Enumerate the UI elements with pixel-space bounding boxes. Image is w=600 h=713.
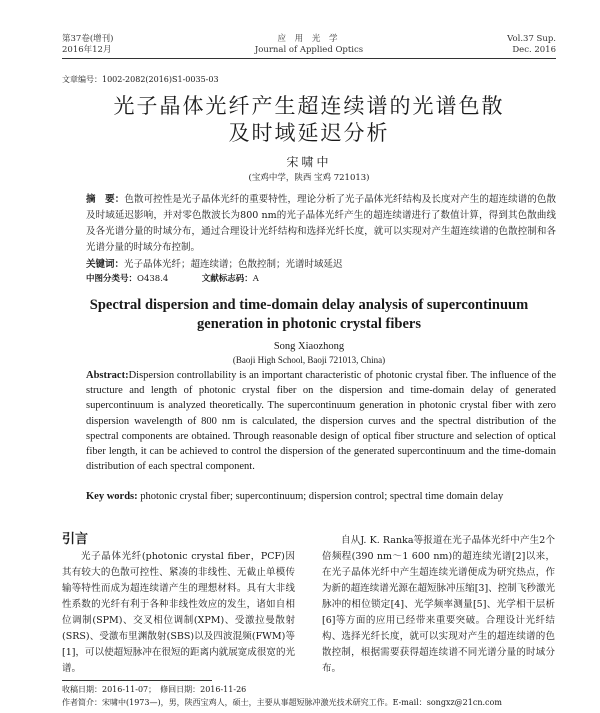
cn-title-line1: 光子晶体光纤产生超连续谱的光谱色散 xyxy=(113,94,505,118)
cn-abstract-label: 摘 要： xyxy=(86,194,125,205)
journal-name: 应 用 光 学 Journal of Applied Optics xyxy=(254,34,364,55)
cn-affiliation: (宝鸡中学，陕西 宝鸡 721013) xyxy=(248,173,370,183)
article-number: 文章编号：1002-2082(2016)S1-0035-03 xyxy=(62,75,219,84)
cn-abstract-text: 色散可控性是光子晶体光纤的重要特性，理论分析了光子晶体光纤结构及长度对产生的超连续谱的色散及时域延迟影响，并对零色散波长为800 nm的光子晶体光纤产生的超连续谱进行了数值计算，得到其色散曲线及各光谱分量的时域分布，通过合理设计光纤结构和选择光纤长度，就可以实现对产生超连续谱的色散控制和各光谱分量的时域分布控制。 xyxy=(86,194,556,253)
en-abstract-label: Abstract: xyxy=(86,370,129,381)
journal-volume: 第37卷(增刊) 2016年12月 xyxy=(62,34,114,55)
cn-abstract xyxy=(86,192,556,256)
en-keywords: Key words: photonic crystal fiber; supercontinuum; dispersion control; spectral time domain delay xyxy=(86,491,504,502)
cn-keywords: 关键词：光子晶体光纤；超连续谱；色散控制；光谱时域延迟 xyxy=(86,259,343,270)
en-abstract xyxy=(86,368,556,474)
en-title-line1: Spectral dispersion and time-domain delay analysis of supercontinuum xyxy=(89,297,529,313)
footnote-dates: 收稿日期：2016-11-07； 修回日期：2016-11-26 xyxy=(62,685,247,694)
footnote-rule xyxy=(62,680,212,681)
journal-issue: Vol.37 Sup. Dec. 2016 xyxy=(507,34,556,55)
en-author: Song Xiaozhong xyxy=(273,341,345,352)
cn-author: 宋啸中 xyxy=(286,155,332,169)
header-rule xyxy=(62,58,556,59)
en-abstract-text: Dispersion controllability is an important characteristic of photonic crystal fiber. The influence of the structure and length of photonic crystal fiber on the dispersion and time-domain delay of generated supercontinuum is analyzed theoretically. The supercontinuum generation in photonic crystal fiber with zero dispersion wavelength of 800 nm is calculated, the dispersion curves and the spectral distribution of the spectral components are obtained. Through reasonable design of optical fiber structure and selection of optical fiber length, it can be achieved to control the dispersion of the generated supercontinuum and the time-domain distribution of each spectral component. xyxy=(86,370,556,473)
en-affiliation: (Baoji High School, Baoji 721013, China) xyxy=(232,355,386,365)
cn-title-line2: 及时域延迟分析 xyxy=(228,121,390,145)
en-title-line2: generation in photonic crystal fibers xyxy=(197,316,421,332)
intro-right-column: 自从J. K. Ranka等报道在光子晶体光纤中产生2个倍频程(390 nm～1 600 nm)的超连续光谱[2]以来，在光子晶体光纤中产生超连续光谱便成为研究热点，作为新的超连续谱光源在超短脉冲压缩[3]、控制飞秒激光脉冲的相位锁定[4]、光学频率测量[5]、光学相干层析[6]等方面的应用已经带来重要突破。合理设计光纤结构、选择光纤长度，就可以实现对产生的超连续谱的色散控制，根据需要获得超连续谱不同光谱分量的时域分布。 xyxy=(322,535,555,674)
footnote-author-bio: 作者简介：宋啸中(1973—)，男，陕西宝鸡人，硕士，主要从事超短脉冲激光技术研究工作。E-mail：songxz@21cn.com xyxy=(62,698,502,707)
section-heading-intro: 引言 xyxy=(62,532,89,547)
cn-classification: 中图分类号：O438.4 文献标志码：A xyxy=(86,274,259,284)
intro-left-column: 光子晶体光纤(photonic crystal fiber，PCF)因其有较大的色散可控性、紧凑的非线性、无截止单模传输等特性而成为超连续谱产生的理想材料。具有大非线性系数的光纤有利于各种非线性效应的发生，诸如自相位调制(SPM)、交叉相位调制(XPM)、受激拉曼散射(SRS)、受激布里渊散射(SBS)以及四波混频(FWM)等[1]，可以使超短脉冲在很短的距离内就展宽成很宽的光谱。 xyxy=(62,551,295,674)
